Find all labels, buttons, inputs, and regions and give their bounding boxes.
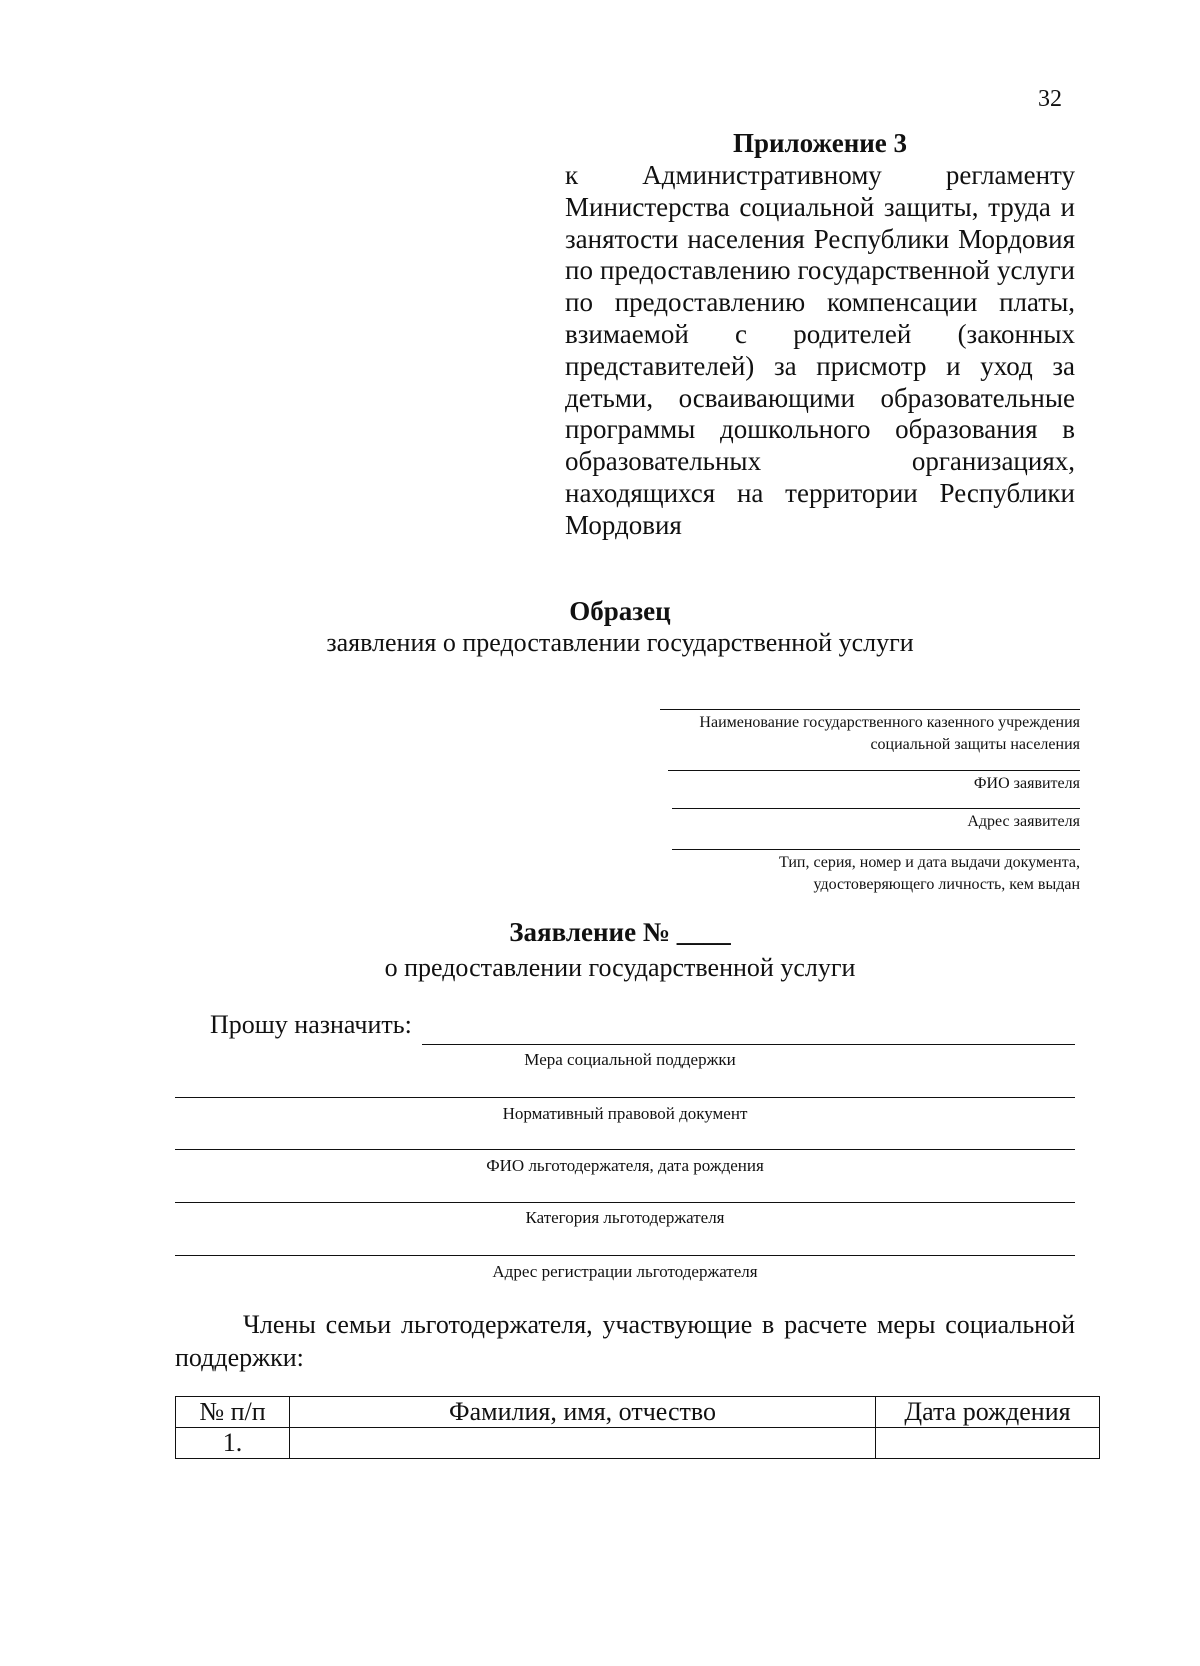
identity-document-caption: Тип, серия, номер и дата выдачи документа, удостоверяющего личность, кем выдан xyxy=(778,854,1080,893)
support-measure-caption: Мера социальной поддержки xyxy=(524,1050,736,1069)
table-row xyxy=(176,1428,1100,1459)
applicant-name-caption: ФИО заявителя xyxy=(973,775,1080,792)
family-members-text: Члены семьи льготодержателя, участвующие в расчете меры социальной поддержки: xyxy=(175,1310,1075,1372)
column-header-full-name: Фамилия, имя, отчество xyxy=(290,1397,876,1428)
appendix-body: к Административному регламенту Министерства социальной защиты, труда и занятости населения Республики Мордовия по предоставлению государственной услуги по предоставлению компенсации платы, взимаемой с родителей (законных представителей) за присмотр и уход за детьми, осваивающими образовательные программы дошкольного образования в образовательных организациях, находящихся на территории Республики Мордовия xyxy=(565,160,1075,540)
beneficiary-name-line[interactable] xyxy=(175,1149,1075,1150)
appendix-title: Приложение 3 xyxy=(732,128,908,158)
institution-line[interactable] xyxy=(660,709,1080,710)
beneficiary-category-line[interactable] xyxy=(175,1202,1075,1203)
table-header-row xyxy=(176,1397,1100,1428)
full-name-cell[interactable] xyxy=(290,1428,876,1459)
applicant-address-caption: Адрес заявителя xyxy=(967,813,1080,830)
row-number-cell: 1. xyxy=(176,1428,290,1459)
statement-title: Заявление № ____ xyxy=(509,917,731,947)
request-label: Прошу назначить: xyxy=(210,1010,412,1039)
page-number: 32 xyxy=(1038,86,1062,112)
applicant-address-line[interactable] xyxy=(672,808,1080,809)
legal-document-caption: Нормативный правовой документ xyxy=(502,1104,748,1123)
legal-document-line[interactable] xyxy=(175,1097,1075,1098)
institution-caption: Наименование государственного казенного учреждения социальной защиты населения xyxy=(699,714,1080,753)
beneficiary-name-caption: ФИО льготодержателя, дата рождения xyxy=(486,1156,764,1175)
birth-date-cell[interactable] xyxy=(876,1428,1100,1459)
sample-title: Образец xyxy=(569,596,671,626)
applicant-name-line[interactable] xyxy=(668,770,1080,771)
beneficiary-category-caption: Категория льготодержателя xyxy=(525,1208,725,1227)
column-header-birth-date: Дата рождения xyxy=(876,1397,1100,1428)
statement-subtitle: о предоставлении государственной услуги xyxy=(384,953,856,982)
beneficiary-address-line[interactable] xyxy=(175,1255,1075,1256)
identity-document-line[interactable] xyxy=(672,849,1080,850)
family-members-table xyxy=(175,1396,1100,1459)
column-header-number: № п/п xyxy=(176,1397,290,1428)
sample-subtitle: заявления о предоставлении государственной услуги xyxy=(326,628,914,657)
support-measure-line[interactable] xyxy=(422,1044,1075,1045)
beneficiary-address-caption: Адрес регистрации льготодержателя xyxy=(492,1262,758,1281)
